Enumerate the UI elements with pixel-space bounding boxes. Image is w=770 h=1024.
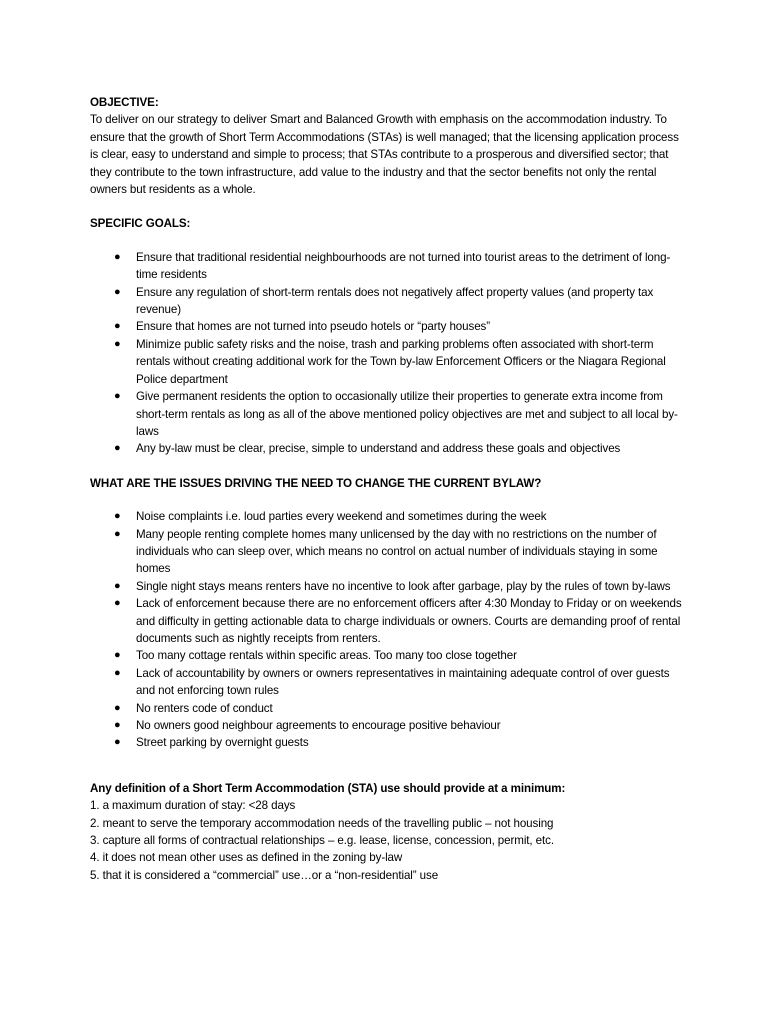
bullet-icon: ● bbox=[114, 510, 121, 523]
list-item: ● Noise complaints i.e. loud parties every weekend and sometimes during the week bbox=[90, 508, 690, 525]
list-item: ● Lack of accountability by owners or owners representatives in maintaining adequate control of over guests and not enforcing town rules bbox=[114, 666, 670, 698]
list-item: 3. capture all forms of contractual relationships – e.g. lease, license, concession, permit, etc. bbox=[90, 834, 554, 848]
list-item: ● Street parking by overnight guests bbox=[90, 734, 690, 751]
list-item: 4. it does not mean other uses as defined in the zoning by-law bbox=[90, 851, 403, 865]
bullet-icon: ● bbox=[114, 320, 121, 333]
list-item: ● Ensure any regulation of short-term rentals does not negatively affect property values (and property tax revenue) bbox=[114, 285, 654, 317]
issues-list bbox=[90, 508, 690, 752]
list-item: ● Minimize public safety risks and the noise, trash and parking problems often associated with short-term rentals without creating additional work for the Town by-law Enforcement Officers or the Niagara Regional Police department bbox=[114, 337, 666, 386]
list-item: ● Any by-law must be clear, precise, simple to understand and address these goals and objectives bbox=[90, 440, 690, 457]
list-item: ● Many people renting complete homes many unlicensed by the day with no restrictions on the number of individuals who can sleep over, which means no control on actual number of individuals staying in some homes bbox=[114, 527, 658, 576]
bullet-icon: ● bbox=[114, 736, 121, 749]
bullet-icon: ● bbox=[114, 527, 121, 540]
bullet-icon: ● bbox=[114, 285, 121, 298]
list-item: ● No owners good neighbour agreements to encourage positive behaviour bbox=[90, 717, 690, 734]
bullet-icon: ● bbox=[114, 701, 121, 714]
list-item: ● Too many cottage rentals within specific areas. Too many too close together bbox=[90, 647, 690, 664]
objective-heading: OBJECTIVE: bbox=[90, 96, 159, 109]
list-item: 2. meant to serve the temporary accommodation needs of the travelling public – not housing bbox=[90, 816, 554, 830]
list-item: ● Ensure that traditional residential neighbourhoods are not turned into tourist areas to the detriment of long-time residents bbox=[114, 250, 671, 282]
bullet-icon: ● bbox=[114, 597, 121, 610]
list-item: ● Ensure that homes are not turned into pseudo hotels or “party houses” bbox=[90, 318, 690, 335]
bullet-icon: ● bbox=[114, 579, 121, 592]
list-item: 5. that it is considered a “commercial” use…or a “non-residential” use bbox=[90, 868, 439, 882]
list-item: 1. a maximum duration of stay: <28 days bbox=[90, 799, 296, 813]
specific-goals-heading: SPECIFIC GOALS: bbox=[90, 217, 191, 231]
bullet-icon: ● bbox=[114, 666, 121, 679]
bullet-icon: ● bbox=[114, 250, 121, 263]
bullet-icon: ● bbox=[114, 719, 121, 731]
issues-heading: WHAT ARE THE ISSUES DRIVING THE NEED TO CHANGE THE CURRENT BYLAW? bbox=[90, 476, 542, 490]
list-item: ● Give permanent residents the option to occasionally utilize their properties to generate extra income from short-term rentals as long as all of the above mentioned policy objectives are met and subject to all local by-laws bbox=[114, 390, 678, 438]
document-page bbox=[90, 94, 690, 884]
list-item: ● Lack of enforcement because there are no enforcement officers after 4:30 Monday to Friday or on weekends and difficulty in getting actionable data to charge individuals or owners. Courts are demanding proof of rental documents such as nightly receipts from renters. bbox=[114, 597, 682, 645]
list-item: ● No renters code of conduct bbox=[90, 700, 690, 717]
goals-list bbox=[90, 249, 690, 458]
objective-text: To deliver on our strategy to deliver Smart and Balanced Growth with emphasis on the accommodation industry. To ensure that the growth of Short Term Accommodations (STAs) is well managed; that the licensing application process is clear, easy to understand and simple to process; that STAs contribute to a prosperous and diversified sector; that they contribute to the town infrastructure, add value to the industry and that the sector benefits not only the rental owners but residents as a whole. bbox=[90, 113, 679, 197]
bullet-icon: ● bbox=[114, 337, 121, 350]
list-item: ● Single night stays means renters have no incentive to look after garbage, play by the rules of town by-laws bbox=[90, 578, 690, 595]
bullet-icon: ● bbox=[114, 442, 121, 455]
bullet-icon: ● bbox=[114, 390, 121, 403]
sta-definition-heading: Any definition of a Short Term Accommodation (STA) use should provide at a minimum: bbox=[90, 781, 566, 795]
sta-definition-list bbox=[90, 797, 690, 884]
bullet-icon: ● bbox=[114, 649, 121, 662]
